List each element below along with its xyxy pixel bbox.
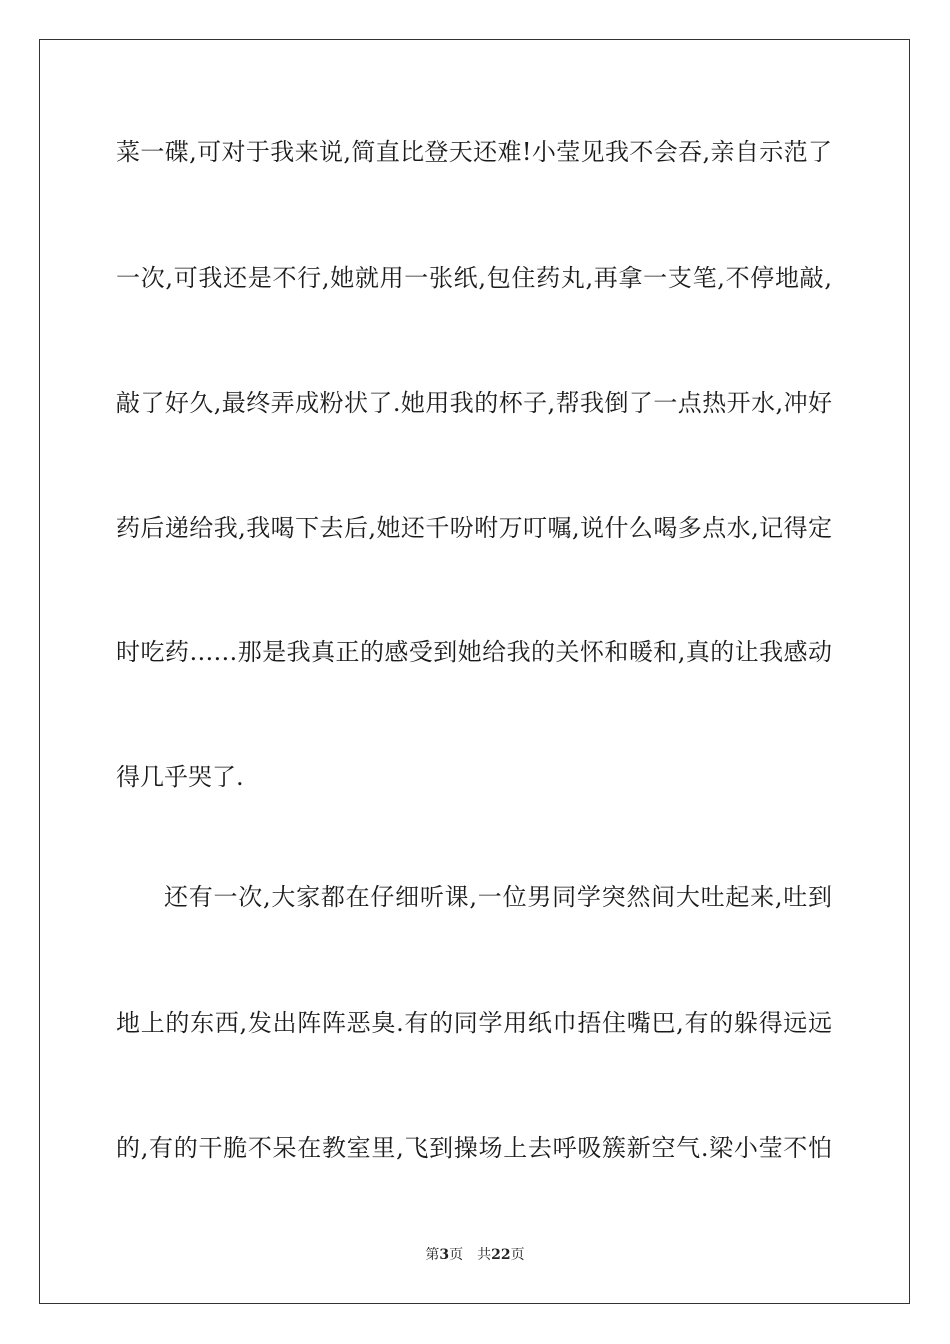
text-line: 一次,可我还是不行,她就用一张纸,包住药丸,再拿一支笔,不停地敲, (116, 264, 832, 292)
page-total-count: 22 (491, 1247, 511, 1263)
page-number-prefix: 第 (425, 1247, 440, 1263)
text-line-paragraph-end: 得几乎哭了. (116, 763, 244, 791)
page-number-suffix: 页 (449, 1247, 464, 1263)
page-total-suffix: 页 (510, 1247, 525, 1263)
text-line: 菜一碟,可对于我来说,简直比登天还难!小莹见我不会吞,亲自示范了 (116, 138, 832, 166)
page-total-prefix: 共 (477, 1247, 492, 1263)
page-footer (0, 1246, 950, 1264)
text-line: 敲了好久,最终弄成粉状了.她用我的杯子,帮我倒了一点热开水,冲好 (116, 389, 832, 417)
text-line-paragraph-start: 还有一次,大家都在仔细听课,一位男同学突然间大吐起来,吐到 (164, 883, 832, 911)
text-line: 时吃药……那是我真正的感受到她给我的关怀和暖和,真的让我感动 (116, 638, 832, 666)
text-line: 药后递给我,我喝下去后,她还千吩咐万叮嘱,说什么喝多点水,记得定 (116, 514, 832, 542)
page-border (39, 39, 910, 1304)
text-line: 地上的东西,发出阵阵恶臭.有的同学用纸巾捂住嘴巴,有的躲得远远 (116, 1009, 832, 1037)
text-line: 的,有的干脆不呆在教室里,飞到操场上去呼吸簇新空气.梁小莹不怕 (116, 1134, 832, 1162)
page-number-current: 3 (439, 1247, 450, 1263)
